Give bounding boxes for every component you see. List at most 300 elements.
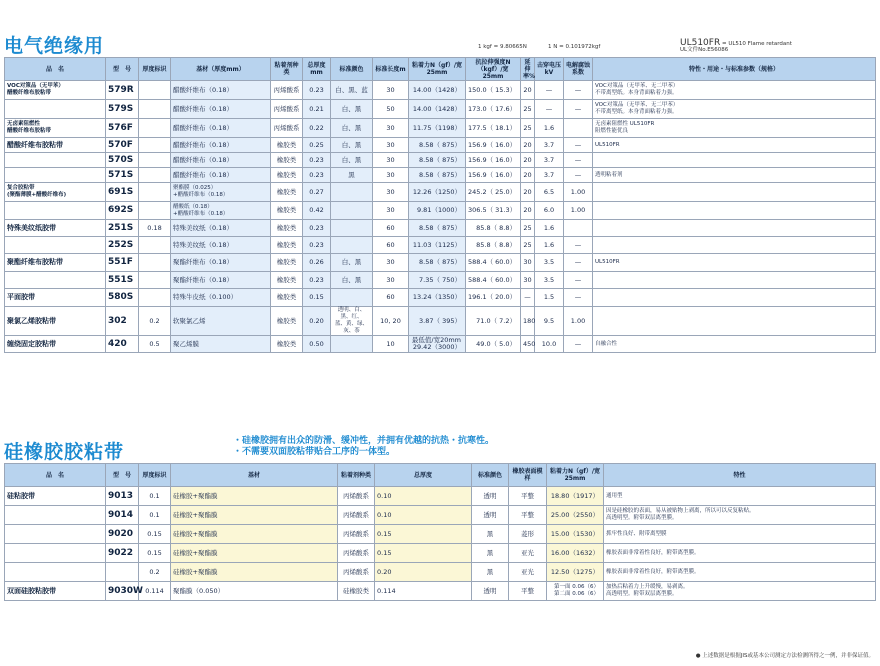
section2-title: 硅橡胶胶粘带 (4, 441, 125, 463)
standard-length: 30 (373, 138, 409, 153)
tensile-strength: 85.8（ 8.8） (466, 220, 521, 237)
breakdown-voltage: 3.5 (535, 254, 564, 272)
adhesion-value: 11.03（1125） (409, 237, 466, 254)
bullet-line-1: ・硅橡胶拥有出众的防滑、缓冲性，并拥有优越的抗热・抗寒性。 (233, 436, 495, 446)
adhesion-value: 12.50（1275） (547, 563, 604, 582)
standard-length: 60 (373, 220, 409, 237)
table-row (5, 81, 876, 100)
model-number: 576F (106, 119, 139, 138)
column-header: 厚度标识 (139, 58, 171, 81)
standard-color: 白、黑 (331, 254, 373, 272)
adhesive-type: 丙烯酸系 (271, 119, 303, 138)
product-name: 聚酯纤维布胶粘带 (5, 254, 106, 272)
breakdown-voltage: 6.0 (535, 202, 564, 220)
table-row (5, 336, 876, 353)
column-header: 抗拉伸强度N（kgf）/宽25mm (466, 58, 521, 81)
base-material: 特殊美纹纸（0.18） (171, 237, 271, 254)
feature-text (593, 183, 876, 202)
corrosion-coefficient (564, 220, 593, 237)
total-thickness: 0.22 (303, 119, 331, 138)
adhesive-type: 橡胶类 (271, 183, 303, 202)
feature-text: VOC对策品（无甲苯、无二甲苯） 不带离型纸。本身背面粘着力强。 (593, 100, 876, 119)
thickness-mark (139, 202, 171, 220)
base-material: 醋酸纤维布（0.18） (171, 100, 271, 119)
surface-pattern: 平整 (509, 582, 547, 601)
tensile-strength: 150.0（ 15.3） (466, 81, 521, 100)
corrosion-coefficient: — (564, 254, 593, 272)
elongation: 20 (521, 168, 535, 183)
model-number: 580S (106, 289, 139, 307)
corrosion-coefficient: — (564, 100, 593, 119)
model-number: 252S (106, 237, 139, 254)
table-row (5, 254, 876, 272)
elongation: 20 (521, 81, 535, 100)
model-number: 570F (106, 138, 139, 153)
surface-pattern: 亚光 (509, 563, 547, 582)
feature-text: 抓牢性良好、附带离型膜 (604, 525, 876, 544)
tensile-strength: 71.0（ 7.2） (466, 307, 521, 336)
column-header: 总厚度mm (303, 58, 331, 81)
product-name: 平面胶带 (5, 289, 106, 307)
standard-length: 60 (373, 289, 409, 307)
standard-color: 白、黑 (331, 119, 373, 138)
unit-conversion-kgf: 1 kgf = 9.80665N (478, 44, 527, 50)
surface-pattern: 平整 (509, 506, 547, 525)
tensile-strength: 588.4（ 60.0） (466, 272, 521, 289)
elongation: — (521, 289, 535, 307)
standard-length: 30 (373, 153, 409, 168)
surface-pattern: 菱形 (509, 525, 547, 544)
thickness-mark (139, 81, 171, 100)
column-header: 型 号 (106, 464, 139, 487)
model-number: 571S (106, 168, 139, 183)
standard-color (331, 237, 373, 254)
electrical-tape-table (4, 57, 876, 353)
product-name (5, 153, 106, 168)
base-material: 聚酯纤维布（0.18） (171, 254, 271, 272)
base-material: 硅橡胶+聚酯膜 (171, 506, 338, 525)
column-header: 标准颜色 (472, 464, 509, 487)
adhesion-value: 7.35（ 750） (409, 272, 466, 289)
thickness-mark (139, 119, 171, 138)
base-material: 硅橡胶+聚酯膜 (171, 525, 338, 544)
elongation: 20 (521, 202, 535, 220)
elongation: 20 (521, 153, 535, 168)
standard-length: 30 (373, 168, 409, 183)
adhesive-type: 硅橡胶类 (338, 582, 375, 601)
adhesive-type: 橡胶类 (271, 336, 303, 353)
column-header: 电解腐蚀系数 (564, 58, 593, 81)
product-name (5, 100, 106, 119)
model-number: 691S (106, 183, 139, 202)
total-thickness: 0.15 (375, 544, 472, 563)
product-name: 醋酸纤维布胶粘带 (5, 138, 106, 153)
model-number (106, 563, 139, 582)
total-thickness: 0.10 (375, 506, 472, 525)
adhesive-type: 橡胶类 (271, 307, 303, 336)
ul-note-line1: = UL510 Flame retardant (721, 41, 792, 47)
model-number: 692S (106, 202, 139, 220)
bullet-line-2: ・不需要双面胶粘带贴合工序的一体型。 (233, 447, 396, 457)
adhesive-type: 丙烯酸系 (338, 563, 375, 582)
product-name (5, 563, 106, 582)
breakdown-voltage: 3.7 (535, 153, 564, 168)
ul-note-line2: UL文件No.E56086 (680, 47, 729, 53)
adhesion-value: 11.75（1198） (409, 119, 466, 138)
breakdown-voltage: 1.5 (535, 289, 564, 307)
corrosion-coefficient (564, 119, 593, 138)
adhesion-value: 8.58（ 875） (409, 254, 466, 272)
corrosion-coefficient: — (564, 153, 593, 168)
thickness-mark: 0.2 (139, 563, 171, 582)
standard-length: 60 (373, 237, 409, 254)
adhesion-value: 18.80（1917） (547, 487, 604, 506)
total-thickness: 0.27 (303, 183, 331, 202)
model-number: 302 (106, 307, 139, 336)
product-name: 硅粘胶带 (5, 487, 106, 506)
total-thickness: 0.15 (375, 525, 472, 544)
total-thickness: 0.23 (303, 272, 331, 289)
adhesion-value: 12.26（1250） (409, 183, 466, 202)
base-material: 聚乙烯膜 (171, 336, 271, 353)
feature-text: 自融合性 (593, 336, 876, 353)
surface-pattern: 亚光 (509, 544, 547, 563)
thickness-mark: 0.1 (139, 506, 171, 525)
total-thickness: 0.23 (303, 153, 331, 168)
standard-length: 10 (373, 336, 409, 353)
adhesion-value: 8.58（ 875） (409, 138, 466, 153)
adhesion-value: 最低值/宽20mm 29.42（3000） (409, 336, 466, 353)
product-name: 缠绕固定胶粘带 (5, 336, 106, 353)
table-row (5, 220, 876, 237)
elongation: 30 (521, 254, 535, 272)
feature-text: 透明粘着剂 (593, 168, 876, 183)
feature-text (593, 202, 876, 220)
ul-note-main: UL510FR (680, 38, 721, 48)
column-header: 粘着力N（gf）/宽25mm (409, 58, 466, 81)
adhesion-value: 8.58（ 875） (409, 168, 466, 183)
feature-text: VOC对策品（无甲苯、无二甲苯） 不带离型纸。本身背面粘着力强。 (593, 81, 876, 100)
model-number: 420 (106, 336, 139, 353)
tensile-strength: 85.8（ 8.8） (466, 237, 521, 254)
thickness-mark (139, 168, 171, 183)
standard-color: 黑 (472, 544, 509, 563)
feature-text (593, 153, 876, 168)
base-material: 醋酸纤维布（0.18） (171, 119, 271, 138)
tensile-strength: 156.9（ 16.0） (466, 168, 521, 183)
tensile-strength: 156.9（ 16.0） (466, 138, 521, 153)
base-material: 醋酸纤维布（0.18） (171, 81, 271, 100)
model-number: 579S (106, 100, 139, 119)
tensile-strength: 306.5（ 31.3） (466, 202, 521, 220)
breakdown-voltage: 1.6 (535, 237, 564, 254)
thickness-mark (139, 183, 171, 202)
base-material: 特殊牛皮纸（0.100） (171, 289, 271, 307)
model-number: 570S (106, 153, 139, 168)
adhesive-type: 橡胶类 (271, 237, 303, 254)
elongation: 180 (521, 307, 535, 336)
total-thickness: 0.23 (303, 168, 331, 183)
model-number: 9030W (106, 582, 139, 601)
model-number: 9014 (106, 506, 139, 525)
table-row (5, 525, 876, 544)
silicone-tape-table (4, 463, 876, 601)
thickness-mark: 0.2 (139, 307, 171, 336)
total-thickness: 0.42 (303, 202, 331, 220)
total-thickness: 0.23 (303, 220, 331, 237)
model-number: 9020 (106, 525, 139, 544)
table-row (5, 100, 876, 119)
tensile-strength: 245.2（ 25.0） (466, 183, 521, 202)
model-number: 251S (106, 220, 139, 237)
column-header: 延伸率% (521, 58, 535, 81)
corrosion-coefficient: — (564, 289, 593, 307)
adhesion-value: 25.00（2550） (547, 506, 604, 525)
tensile-strength: 177.5（ 18.1） (466, 119, 521, 138)
standard-color (331, 202, 373, 220)
standard-color (331, 220, 373, 237)
table-row (5, 272, 876, 289)
corrosion-coefficient: 1.00 (564, 183, 593, 202)
thickness-mark: 0.15 (139, 544, 171, 563)
thickness-mark (139, 153, 171, 168)
column-header: 标准颜色 (331, 58, 373, 81)
standard-color (331, 336, 373, 353)
product-name: 双面硅胶粘胶带 (5, 582, 106, 601)
tensile-strength: 173.0（ 17.6） (466, 100, 521, 119)
standard-length: 30 (373, 81, 409, 100)
thickness-mark (139, 100, 171, 119)
standard-color: 透明 (472, 487, 509, 506)
adhesive-type: 丙烯酸系 (338, 525, 375, 544)
base-material: 聚酯膜（0.025） +醋酸纤维布（0.18） (171, 183, 271, 202)
column-header: 粘着剂种类 (271, 58, 303, 81)
elongation: 30 (521, 272, 535, 289)
section1-title: 电气绝缘用 (4, 35, 105, 57)
corrosion-coefficient: — (564, 168, 593, 183)
column-header: 基材（厚度mm） (171, 58, 271, 81)
product-name (5, 272, 106, 289)
adhesion-value: 8.58（ 875） (409, 220, 466, 237)
corrosion-coefficient: — (564, 237, 593, 254)
base-material: 醋酸纸（0.18） +醋酸纤维布（0.18） (171, 202, 271, 220)
thickness-mark: 0.114 (139, 582, 171, 601)
standard-color: 透明 (472, 506, 509, 525)
ul-note (680, 40, 792, 53)
thickness-mark (139, 272, 171, 289)
product-name: 特殊美纹纸胶带 (5, 220, 106, 237)
base-material: 硅橡胶+聚酯膜 (171, 563, 338, 582)
footnote: ● 上述数据是根据JIS或基本公司测定方法检测所得之一例，并非保证值。 (695, 653, 874, 659)
thickness-mark (139, 237, 171, 254)
tensile-strength: 49.0（ 5.0） (466, 336, 521, 353)
product-name: 无卤素阻燃性 醋酸纤维布胶粘带 (5, 119, 106, 138)
adhesive-type: 橡胶类 (271, 202, 303, 220)
total-thickness: 0.23 (303, 237, 331, 254)
column-header: 品 名 (5, 464, 106, 487)
adhesion-value: 15.00（1530） (547, 525, 604, 544)
table-row (5, 307, 876, 336)
unit-conversion-n: 1 N = 0.101972kgf (548, 44, 601, 50)
feature-text (593, 307, 876, 336)
total-thickness: 0.114 (375, 582, 472, 601)
model-number: 9013 (106, 487, 139, 506)
column-header: 标准长度m (373, 58, 409, 81)
table-row (5, 582, 876, 601)
thickness-mark: 0.1 (139, 487, 171, 506)
breakdown-voltage: — (535, 81, 564, 100)
adhesive-type: 丙烯酸系 (271, 100, 303, 119)
model-number: 579R (106, 81, 139, 100)
standard-length: 10, 20 (373, 307, 409, 336)
feature-text: 因是硅橡胶的表面，易从被贴物上剥离，所以可以反复粘贴。 高透明型。附带双层离型膜。 (604, 506, 876, 525)
standard-color: 透明 (472, 582, 509, 601)
elongation: 25 (521, 119, 535, 138)
feature-text: 通用型 (604, 487, 876, 506)
standard-color: 透明、白、黑、红、 蓝、黄、绿、灰、茶 (331, 307, 373, 336)
table-row (5, 289, 876, 307)
feature-text: 橡胶表面非常着性良好，附带离型膜。 (604, 544, 876, 563)
standard-length: 30 (373, 119, 409, 138)
base-material: 硅橡胶+聚酯膜 (171, 544, 338, 563)
breakdown-voltage: — (535, 100, 564, 119)
adhesion-value: 9.81（1000） (409, 202, 466, 220)
base-material: 硅橡胶+聚酯膜 (171, 487, 338, 506)
adhesion-value: 16.00（1632） (547, 544, 604, 563)
column-header: 特性・用途・与标准参数（规格） (593, 58, 876, 81)
adhesive-type: 丙烯酸系 (338, 506, 375, 525)
feature-text (593, 220, 876, 237)
corrosion-coefficient: — (564, 81, 593, 100)
column-header: 击穿电压kV (535, 58, 564, 81)
standard-length: 30 (373, 183, 409, 202)
table-row (5, 237, 876, 254)
product-name: 聚氯乙烯胶粘带 (5, 307, 106, 336)
standard-color: 白、黑 (331, 272, 373, 289)
table-row (5, 487, 876, 506)
total-thickness: 0.20 (303, 307, 331, 336)
thickness-mark (139, 289, 171, 307)
thickness-mark: 0.15 (139, 525, 171, 544)
elongation: 25 (521, 220, 535, 237)
table-row (5, 202, 876, 220)
total-thickness: 0.50 (303, 336, 331, 353)
total-thickness: 0.25 (303, 138, 331, 153)
standard-color: 白、黑 (331, 138, 373, 153)
breakdown-voltage: 3.7 (535, 138, 564, 153)
standard-color: 黑 (472, 563, 509, 582)
standard-color: 白、黑、蓝 (331, 81, 373, 100)
standard-color: 黑 (331, 168, 373, 183)
product-name (5, 237, 106, 254)
breakdown-voltage: 9.5 (535, 307, 564, 336)
adhesive-type: 橡胶类 (271, 254, 303, 272)
product-name (5, 202, 106, 220)
elongation: 450 (521, 336, 535, 353)
adhesive-type: 橡胶类 (271, 220, 303, 237)
adhesive-type: 橡胶类 (271, 153, 303, 168)
base-material: 特殊美纹纸（0.18） (171, 220, 271, 237)
feature-text (593, 237, 876, 254)
adhesion-value: 3.87（ 395） (409, 307, 466, 336)
surface-pattern: 平整 (509, 487, 547, 506)
column-header: 品 名 (5, 58, 106, 81)
total-thickness: 0.10 (375, 487, 472, 506)
corrosion-coefficient: — (564, 272, 593, 289)
table-row (5, 506, 876, 525)
tensile-strength: 156.9（ 16.0） (466, 153, 521, 168)
column-header: 总厚度 (375, 464, 472, 487)
total-thickness: 0.23 (303, 81, 331, 100)
table-row (5, 168, 876, 183)
adhesive-type: 橡胶类 (271, 168, 303, 183)
column-header: 特性 (604, 464, 876, 487)
standard-length: 50 (373, 100, 409, 119)
column-header: 粘着力N（gf）/宽25mm (547, 464, 604, 487)
total-thickness: 0.21 (303, 100, 331, 119)
table-row (5, 153, 876, 168)
product-name: 复合胶粘带 (聚酯薄膜+醋酸纤维布) (5, 183, 106, 202)
feature-text: 加热后粘着力上升缓慢，易剥离。 高透明型。附带双层离型膜。 (604, 582, 876, 601)
breakdown-voltage: 6.5 (535, 183, 564, 202)
adhesive-type: 橡胶类 (271, 138, 303, 153)
elongation: 20 (521, 138, 535, 153)
breakdown-voltage: 1.6 (535, 220, 564, 237)
product-name: VOC对策品（无甲苯） 醋酸纤维布胶粘带 (5, 81, 106, 100)
breakdown-voltage: 10.0 (535, 336, 564, 353)
base-material: 聚酯膜（0.050） (171, 582, 338, 601)
total-thickness: 0.20 (375, 563, 472, 582)
elongation: 25 (521, 237, 535, 254)
breakdown-voltage: 3.7 (535, 168, 564, 183)
base-material: 醋酸纤维布（0.18） (171, 153, 271, 168)
model-number: 551F (106, 254, 139, 272)
adhesive-type: 丙烯酸系 (338, 487, 375, 506)
corrosion-coefficient: 1.00 (564, 307, 593, 336)
adhesive-type: 橡胶类 (271, 289, 303, 307)
standard-color (331, 289, 373, 307)
feature-text (593, 289, 876, 307)
table-row (5, 119, 876, 138)
product-name (5, 506, 106, 525)
breakdown-voltage: 3.5 (535, 272, 564, 289)
tensile-strength: 588.4（ 60.0） (466, 254, 521, 272)
corrosion-coefficient: — (564, 336, 593, 353)
thickness-mark (139, 254, 171, 272)
base-material: 醋酸纤维布（0.18） (171, 168, 271, 183)
adhesive-type: 橡胶类 (271, 272, 303, 289)
elongation: 25 (521, 100, 535, 119)
standard-color (331, 183, 373, 202)
table-row (5, 183, 876, 202)
model-number: 551S (106, 272, 139, 289)
thickness-mark (139, 138, 171, 153)
section2-bullets (233, 436, 494, 458)
standard-length: 30 (373, 272, 409, 289)
base-material: 软聚氯乙烯 (171, 307, 271, 336)
adhesive-type: 丙烯酸系 (338, 544, 375, 563)
adhesion-value: 8.58（ 875） (409, 153, 466, 168)
feature-text: 无卤素阻燃性 UL510FR 阻燃性能优良 (593, 119, 876, 138)
column-header: 粘着剂种类 (338, 464, 375, 487)
column-header: 厚度标识 (139, 464, 171, 487)
standard-color: 白、黑 (331, 100, 373, 119)
product-name (5, 544, 106, 563)
thickness-mark: 0.18 (139, 220, 171, 237)
base-material: 聚酯纤维布（0.18） (171, 272, 271, 289)
feature-text (593, 272, 876, 289)
corrosion-coefficient: 1.00 (564, 202, 593, 220)
